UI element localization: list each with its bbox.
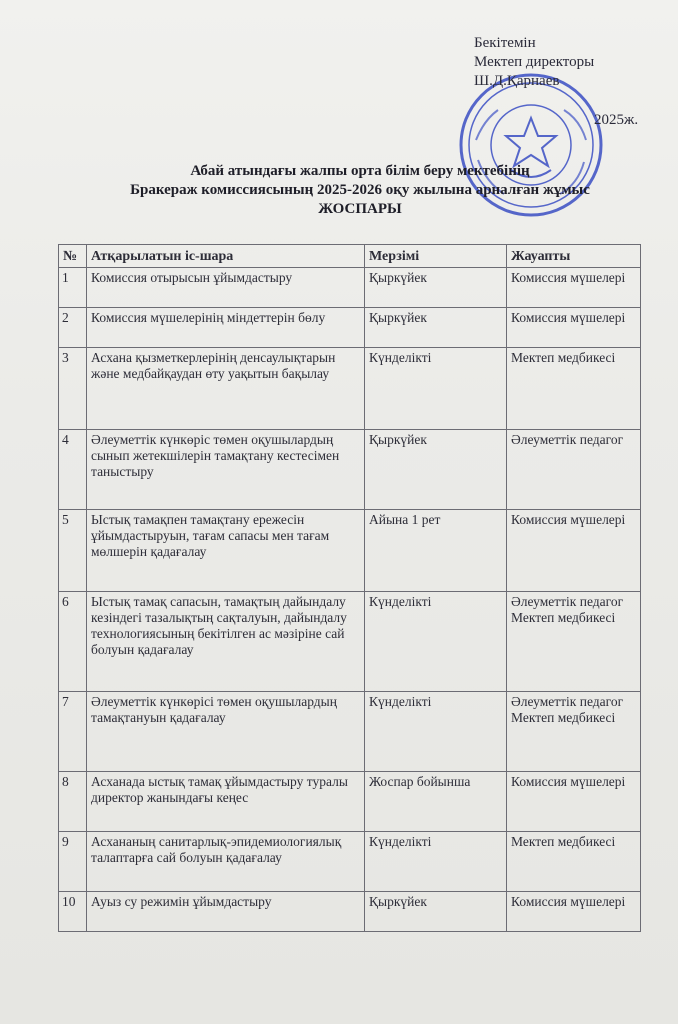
row-responsible: Комиссия мүшелері: [507, 892, 641, 932]
row-responsible: Комиссия мүшелері: [507, 268, 641, 308]
row-activity: Әлеуметтік күнкөрісі төмен оқушылардың тамақтануын қадағалау: [87, 692, 365, 772]
row-activity: Ауыз су режимін ұйымдастыру: [87, 892, 365, 932]
row-term: Қыркүйек: [365, 308, 507, 348]
row-term: Айына 1 рет: [365, 510, 507, 592]
heading-line-1: Абай атындағы жалпы орта білім беру мектебінің: [190, 163, 530, 179]
row-term: Күнделікті: [365, 832, 507, 892]
row-activity: Асханада ыстық тамақ ұйымдастыру туралы директор жанындағы кеңес: [87, 772, 365, 832]
row-responsible: Әлеуметтік педагог: [507, 430, 641, 510]
row-num: 2: [59, 308, 87, 348]
row-num: 3: [59, 348, 87, 430]
approval-block: [474, 34, 638, 130]
row-responsible: Мектеп медбикесі: [507, 348, 641, 430]
table-row: [59, 268, 641, 308]
row-responsible: Әлеуметтік педагог Мектеп медбикесі: [507, 692, 641, 772]
table-row: [59, 892, 641, 932]
row-activity: Ыстық тамақ сапасын, тамақтың дайындалу кезіндегі тазалықтың сақталуын, дайындалу технологиясының бекітілген ас мәзіріне сай болуын қадағалау: [87, 592, 365, 692]
row-num: 1: [59, 268, 87, 308]
row-num: 10: [59, 892, 87, 932]
table-row: [59, 692, 641, 772]
row-responsible: Комиссия мүшелері: [507, 308, 641, 348]
row-term: Жоспар бойынша: [365, 772, 507, 832]
row-activity: Комиссия отырысын ұйымдастыру: [87, 268, 365, 308]
header-num: №: [59, 245, 87, 268]
row-num: 8: [59, 772, 87, 832]
row-activity: Ыстық тамақпен тамақтану ережесін ұйымдастыруын, тағам сапасы мен тағам мөлшерін қадағалау: [87, 510, 365, 592]
row-term: Қыркүйек: [365, 268, 507, 308]
plan-table: [58, 244, 641, 932]
approval-position: Мектеп директоры: [474, 54, 595, 70]
approval-title: Бекітемін: [474, 35, 536, 51]
table-header-row: [59, 245, 641, 268]
row-activity: Асхана қызметкерлерінің денсаулықтарын және медбайқаудан өту уақытын бақылау: [87, 348, 365, 430]
row-term: Қыркүйек: [365, 892, 507, 932]
row-activity: Комиссия мүшелерінің міндеттерін бөлу: [87, 308, 365, 348]
row-num: 6: [59, 592, 87, 692]
row-responsible: Комиссия мүшелері: [507, 510, 641, 592]
row-term: Қыркүйек: [365, 430, 507, 510]
table-row: [59, 510, 641, 592]
table-row: [59, 772, 641, 832]
row-term: Күнделікті: [365, 348, 507, 430]
row-term: Күнделікті: [365, 592, 507, 692]
row-num: 7: [59, 692, 87, 772]
table-row: [59, 348, 641, 430]
row-responsible: Мектеп медбикесі: [507, 832, 641, 892]
approval-signatory: Ш.Д.Қарнаев: [474, 73, 560, 89]
header-activity: Атқарылатын іс-шара: [87, 245, 365, 268]
row-activity: Әлеуметтік күнкөріс төмен оқушылардың сынып жетекшілерін тамақтану кестесімен таныстыру: [87, 430, 365, 510]
header-responsible: Жауапты: [507, 245, 641, 268]
heading-line-2: Бракераж комиссиясының 2025-2026 оқу жылына арналған жұмыс: [130, 182, 590, 198]
row-term: Күнделікті: [365, 692, 507, 772]
table-row: [59, 592, 641, 692]
table-row: [59, 308, 641, 348]
row-responsible: Комиссия мүшелері: [507, 772, 641, 832]
row-num: 5: [59, 510, 87, 592]
row-num: 4: [59, 430, 87, 510]
row-responsible: Әлеуметтік педагог Мектеп медбикесі: [507, 592, 641, 692]
table-row: [59, 832, 641, 892]
header-term: Мерзімі: [365, 245, 507, 268]
approval-date: 2025ж.: [594, 112, 639, 128]
document-heading: [60, 162, 660, 219]
table-row: [59, 430, 641, 510]
row-activity: Асхананың санитарлық-эпидемиологиялық талаптарға сай болуын қадағалау: [87, 832, 365, 892]
heading-line-3: ЖОСПАРЫ: [318, 201, 402, 217]
row-num: 9: [59, 832, 87, 892]
